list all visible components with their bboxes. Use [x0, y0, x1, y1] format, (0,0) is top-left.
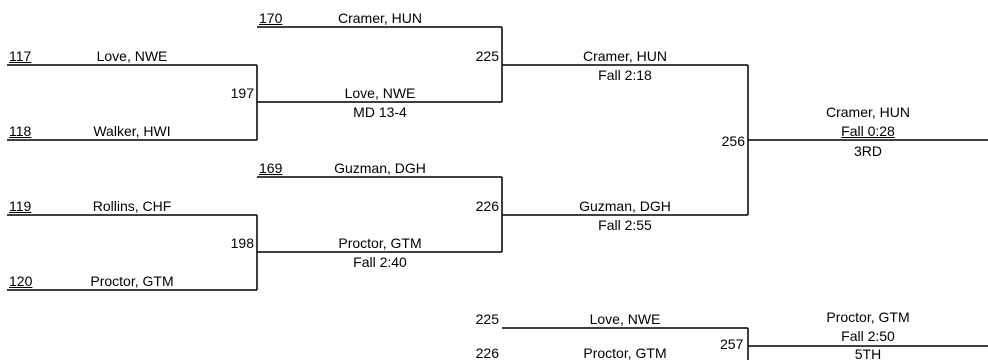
bout-number: 225 — [475, 311, 499, 327]
match-result: Fall 2:40 — [353, 254, 407, 270]
winner-name: Guzman, DGH — [334, 160, 426, 176]
placement-name: Proctor, GTM — [826, 309, 910, 325]
placement-result: Fall 0:28 — [841, 123, 895, 139]
placement-result: Fall 2:50 — [841, 328, 895, 344]
winner-name: Cramer, HUN — [337, 10, 423, 26]
bout-number: 226 — [475, 198, 499, 214]
placement-label: 5TH — [854, 346, 882, 362]
entry-seed: 117 — [9, 48, 32, 64]
match-result: MD 13-4 — [353, 104, 407, 120]
entry-seed: 120 — [9, 273, 33, 289]
entry-name: Rollins, CHF — [92, 198, 172, 214]
bout-number: 226 — [475, 345, 499, 361]
bout-number: 225 — [475, 48, 499, 64]
entry-seed: 118 — [9, 123, 32, 139]
bout-number: 169 — [259, 160, 283, 176]
bout-number: 198 — [230, 235, 254, 251]
placement-name: Cramer, HUN — [825, 104, 911, 120]
bout-number: 197 — [230, 85, 254, 101]
bout-number: 170 — [259, 10, 283, 26]
entry-seed: 119 — [9, 198, 32, 214]
winner-name: Love, NWE — [344, 85, 416, 101]
bout-number: 256 — [721, 133, 745, 149]
entry-name: Love, NWE — [96, 48, 168, 64]
entry-name: Proctor, GTM — [90, 273, 174, 289]
entry-name: Walker, HWI — [93, 123, 171, 139]
entry-name: Love, NWE — [589, 311, 661, 327]
match-result: Fall 2:55 — [598, 217, 652, 233]
winner-name: Proctor, GTM — [338, 235, 422, 251]
match-result: Fall 2:18 — [598, 67, 652, 83]
winner-name: Guzman, DGH — [579, 198, 671, 214]
bout-number: 257 — [720, 336, 744, 352]
winner-name: Cramer, HUN — [582, 48, 668, 64]
entry-name: Proctor, GTM — [583, 345, 667, 361]
placement-label: 3RD — [853, 143, 883, 159]
